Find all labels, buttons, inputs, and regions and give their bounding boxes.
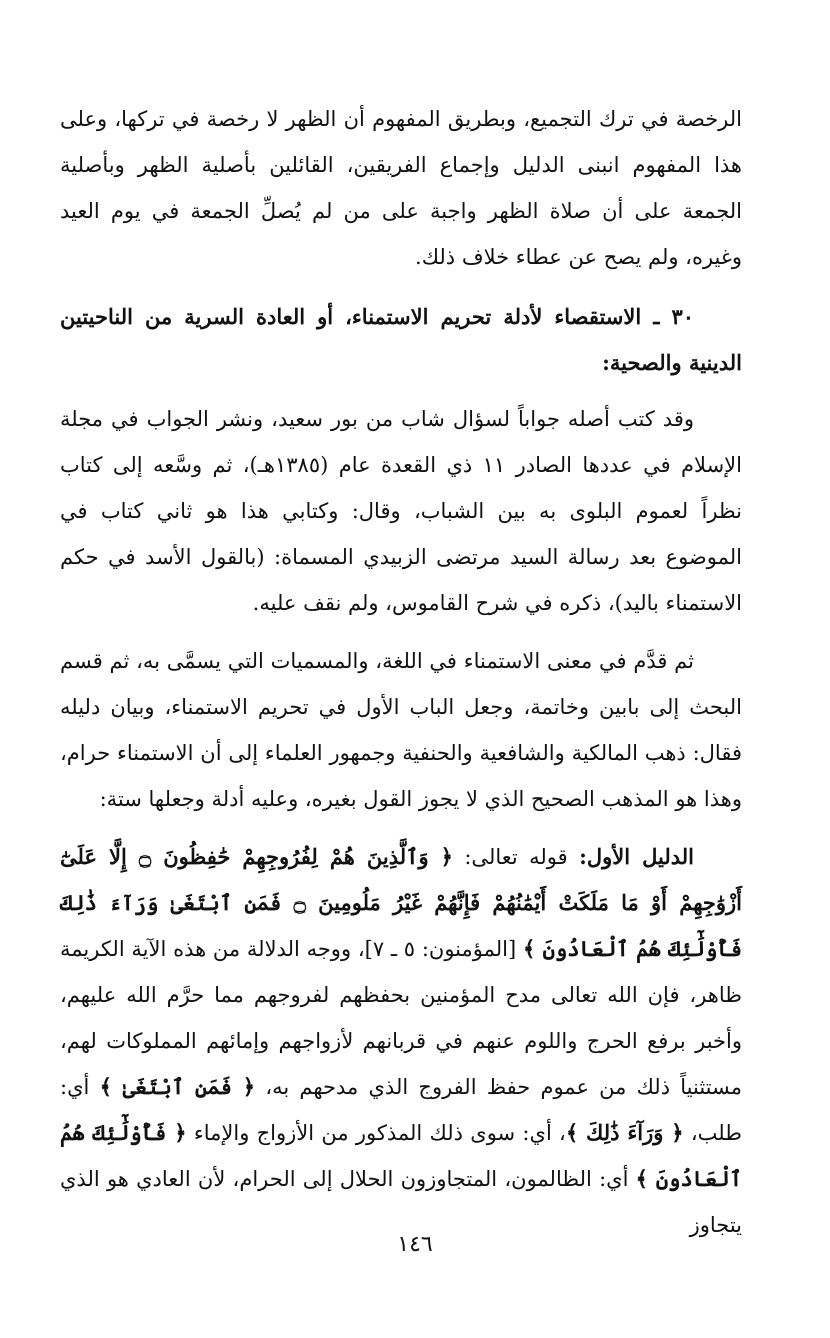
evidence-intro: قوله تعالى:	[464, 845, 568, 869]
paragraph-2: ثم قدَّم في معنى الاستمناء في اللغة، والمسميات التي يسمَّى به، ثم قسم البحث إلى بابين وخاتمة، وجعل الباب الأول في تحريم الاستمناء، وبيان دليله فقال: ذهب المالكية والشافعية والحنفية وجمهور العلماء إلى أن الاستمناء حرام، وهذا هو المذهب الصحيح الذي لا يجوز القول بغيره، وعليه أدلة وجعلها ستة:	[60, 649, 742, 811]
paragraph-1: وقد كتب أصله جواباً لسؤال شاب من بور سعيد، ونشر الجواب في مجلة الإسلام في عددها الصادر ١١ ذي القعدة عام (١٣٨٥هـ)، ثم وسَّعه إلى كتاب نظراً لعموم البلوى به بين الشباب، وقال: وكتابي هذا هو ثاني كتاب في الموضوع بعد رسالة السيد مرتضى الزبيدي المسماة: (بالقول الأسد في حكم الاستمناء باليد)، ذكره في شرح القاموس، ولم نقف عليه.	[60, 407, 742, 615]
evidence-text-d: أي: الظالمون، المتجاوزون الحلال إلى الحرام، لأن العادي هو الذي يتجاوز	[60, 1167, 742, 1237]
evidence-text-b: أي: طلب،	[60, 1075, 742, 1145]
section-heading: ٣٠ ـ الاستقصاء لأدلة تحريم الاستمناء، أو العادة السرية من الناحيتين الدينية والصحية:	[60, 304, 742, 375]
verse-reference: [المؤمنون: ٥ ـ ٧]،	[357, 937, 517, 961]
book-page	[60, 96, 742, 1338]
quran-phrase-1: ﴿ فَمَنِ ٱبْتَغَىٰ ﴾	[99, 1074, 256, 1099]
paragraph-gap	[60, 626, 742, 638]
paragraph-gap	[60, 822, 742, 834]
quran-phrase-2: ﴿ وَرَآءَ ذَٰلِكَ ﴾	[565, 1120, 684, 1145]
evidence-lead-label: الدليل الأول:	[579, 844, 694, 869]
evidence-text-c: ، أي: سوى ذلك المذكور من الأزواج والإماء	[193, 1121, 566, 1145]
evidence-paragraph	[60, 834, 742, 1248]
intro-paragraph: الرخصة في ترك التجميع، وبطريق المفهوم أن الظهر لا رخصة في تركها، وعلى هذا المفهوم انبنى الدليل وإجماع الفريقين، القائلين بأصلية الظهر وبأصلية الجمعة على أن صلاة الظهر واجبة على من لم يُصلِّ الجمعة في يوم العيد وغيره، ولم يصح عن عطاء خلاف ذلك.	[60, 107, 742, 269]
page-number: ١٤٦	[397, 1232, 433, 1257]
quran-phrase-3: ﴿ فَأُوْلَٰٓئِكَ هُمُ ٱلْعَادُونَ ﴾	[60, 1120, 742, 1191]
quran-verse: ﴿ وَٱلَّذِينَ هُمْ لِفُرُوجِهِمْ حَٰفِظُونَ ۝ إِلَّا عَلَىٰٓ أَزْوَٰجِهِمْ أَوْ مَا مَلَكَتْ أَيْمَٰنُهُمْ فَإِنَّهُمْ غَيْرُ مَلُومِينَ ۝ فَمَنِ ٱبْتَغَىٰ وَرَآءَ ذَٰلِكَ فَأُوْلَٰٓئِكَ هُمُ ٱلْعَادُونَ ﴾	[60, 844, 742, 961]
evidence-text-a: ووجه الدلالة من هذه الآية الكريمة ظاهر، فإن الله تعالى مدح المؤمنين بحفظهم لفروجهم مما حرَّم الله عليهم، وأخبر برفع الحرج واللوم عنهم في قربانهم لأزواجهم وإمائهم المملوكات لهم، مستثنياً ذلك من عموم حفظ الفروج الذي مدحهم به،	[60, 937, 742, 1099]
